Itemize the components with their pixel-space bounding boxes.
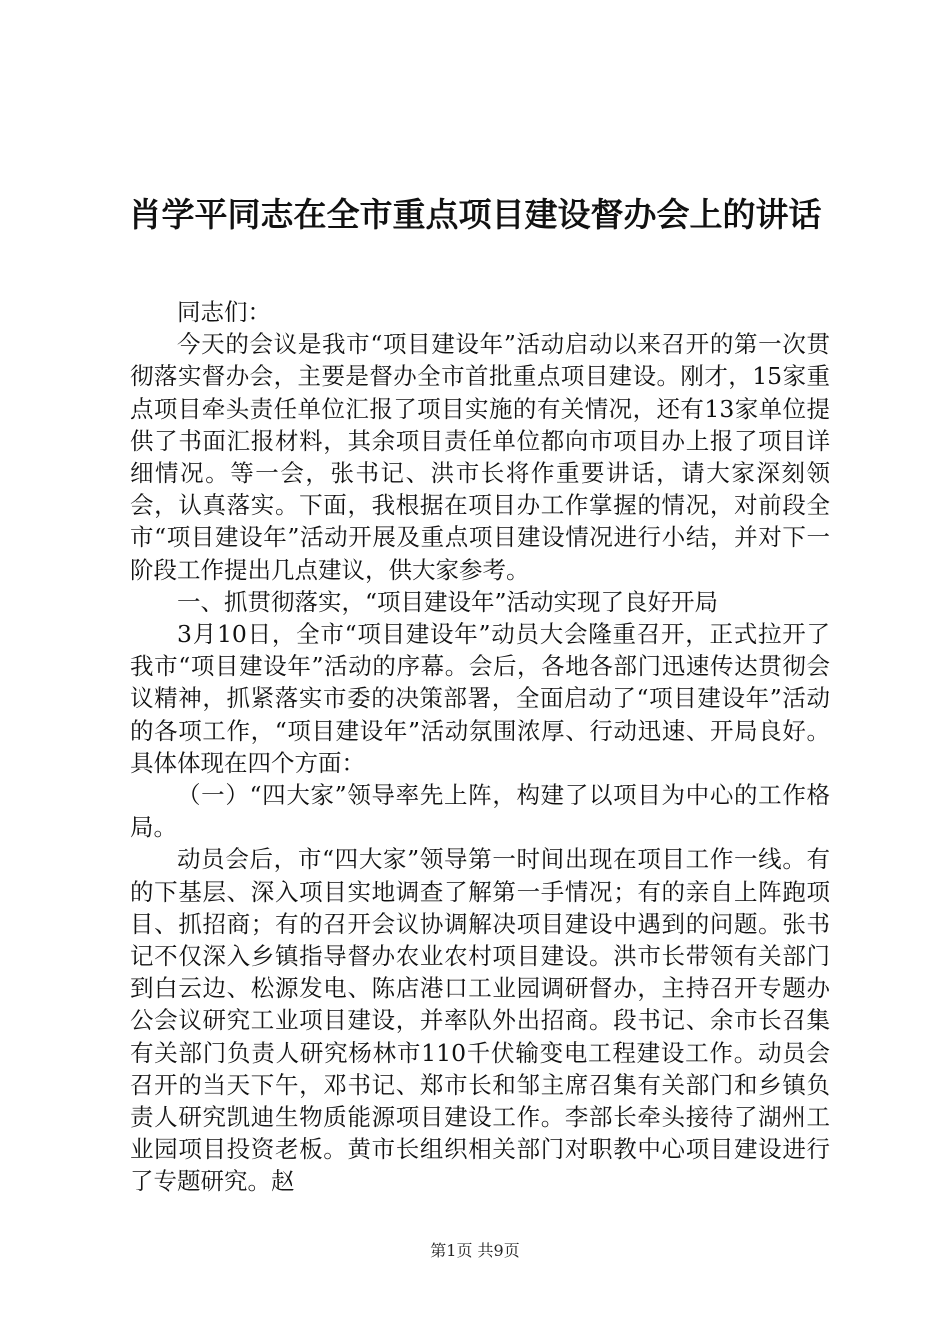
subsection-heading-1: （一）“四大家”领导率先上阵，构建了以项目为中心的工作格局。 xyxy=(130,781,830,842)
section-heading-1: 一、抓贯彻落实，“项目建设年”活动实现了良好开局 xyxy=(177,587,719,616)
document-body xyxy=(130,296,830,1198)
body-paragraph: 3月10日，全市“项目建设年”动员大会隆重召开，正式拉开了我市“项目建设年”活动的序幕。会后，各地各部门迅速传达贯彻会议精神，抓紧落实市委的决策部署，全面启动了“项目建设年”活动的各项工作，“项目建设年”活动氛围浓厚、行动迅速、开局良好。具体体现在四个方面： xyxy=(130,620,830,777)
intro-paragraph: 今天的会议是我市“项目建设年”活动启动以来召开的第一次贯彻落实督办会，主要是督办全市首批重点项目建设。刚才，15家重点项目牵头责任单位汇报了项目实施的有关情况，还有13家单位提供了书面汇报材料，其余项目责任单位都向市项目办上报了项目详细情况。等一会，张书记、洪市长将作重要讲话，请大家深刻领会，认真落实。下面，我根据在项目办工作掌握的情况，对前段全市“项目建设年”活动开展及重点项目建设情况进行小结，并对下一阶段工作提出几点建议，供大家参考。 xyxy=(130,330,830,584)
document-title: 肖学平同志在全市重点项目建设督办会上的讲话 xyxy=(128,195,822,234)
salutation-paragraph: 同志们： xyxy=(177,298,271,326)
page-number-footer: 第1页 共9页 xyxy=(430,1241,520,1260)
body-paragraph: 动员会后，市“四大家”领导第一时间出现在项目工作一线。有的下基层、深入项目实地调查了解第一手情况；有的亲自上阵跑项目、抓招商；有的召开会议协调解决项目建设中遇到的问题。张书记不仅深入乡镇指导督办农业农村项目建设。洪市长带领有关部门到白云边、松源发电、陈店港口工业园调研督办，主持召开专题办公会议研究工业项目建设，并率队外出招商。段书记、余市长召集有关部门负责人研究杨林市110千伏输变电工程建设工作。动员会召开的当天下午，邓书记、郑市长和邹主席召集有关部门和乡镇负责人研究凯迪生物质能源项目建设工作。李部长牵头接待了湖州工业园项目投资老板。黄市长组织相关部门对职教中心项目建设进行了专题研究。赵 xyxy=(130,845,830,1196)
